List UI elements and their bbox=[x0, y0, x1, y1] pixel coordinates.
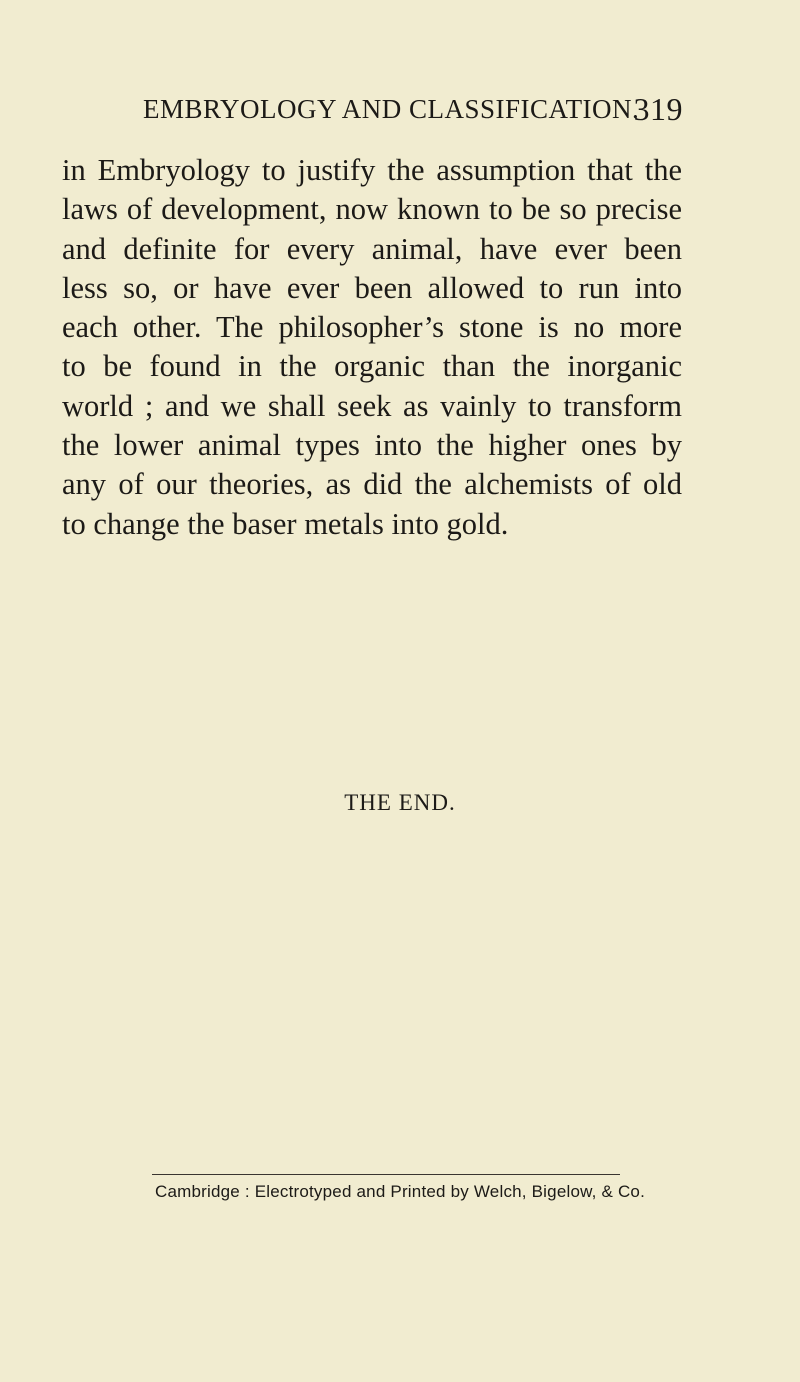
text-line: and definite for every animal, have ever been bbox=[62, 231, 682, 266]
colophon-rule bbox=[152, 1174, 620, 1175]
text-line: to be found in the organic than the inorganic bbox=[62, 349, 682, 384]
body-paragraph bbox=[62, 151, 682, 544]
running-head-title: EMBRYOLOGY AND CLASSIFICATION. bbox=[143, 94, 640, 124]
text-line: to change the baser metals into gold. bbox=[62, 506, 509, 541]
text-line: less so, or have ever been allowed to run into bbox=[62, 270, 682, 305]
text-line: laws of development, now known to be so precise bbox=[62, 192, 682, 227]
printer-colophon: Cambridge : Electrotyped and Printed by Welch, Bigelow, & Co. bbox=[154, 1182, 646, 1201]
the-end-heading: THE END. bbox=[344, 790, 456, 815]
text-line: in Embryology to justify the assumption that the bbox=[62, 153, 682, 187]
running-head bbox=[143, 91, 683, 134]
text-line: the lower animal types into the higher ones by bbox=[62, 428, 682, 463]
text-line: world ; and we shall seek as vainly to transform bbox=[62, 388, 682, 423]
text-line: each other. The philosopher’s stone is no more bbox=[62, 310, 682, 345]
text-line: any of our theories, as did the alchemists of old bbox=[62, 467, 682, 502]
page-number: 319 bbox=[633, 91, 683, 127]
